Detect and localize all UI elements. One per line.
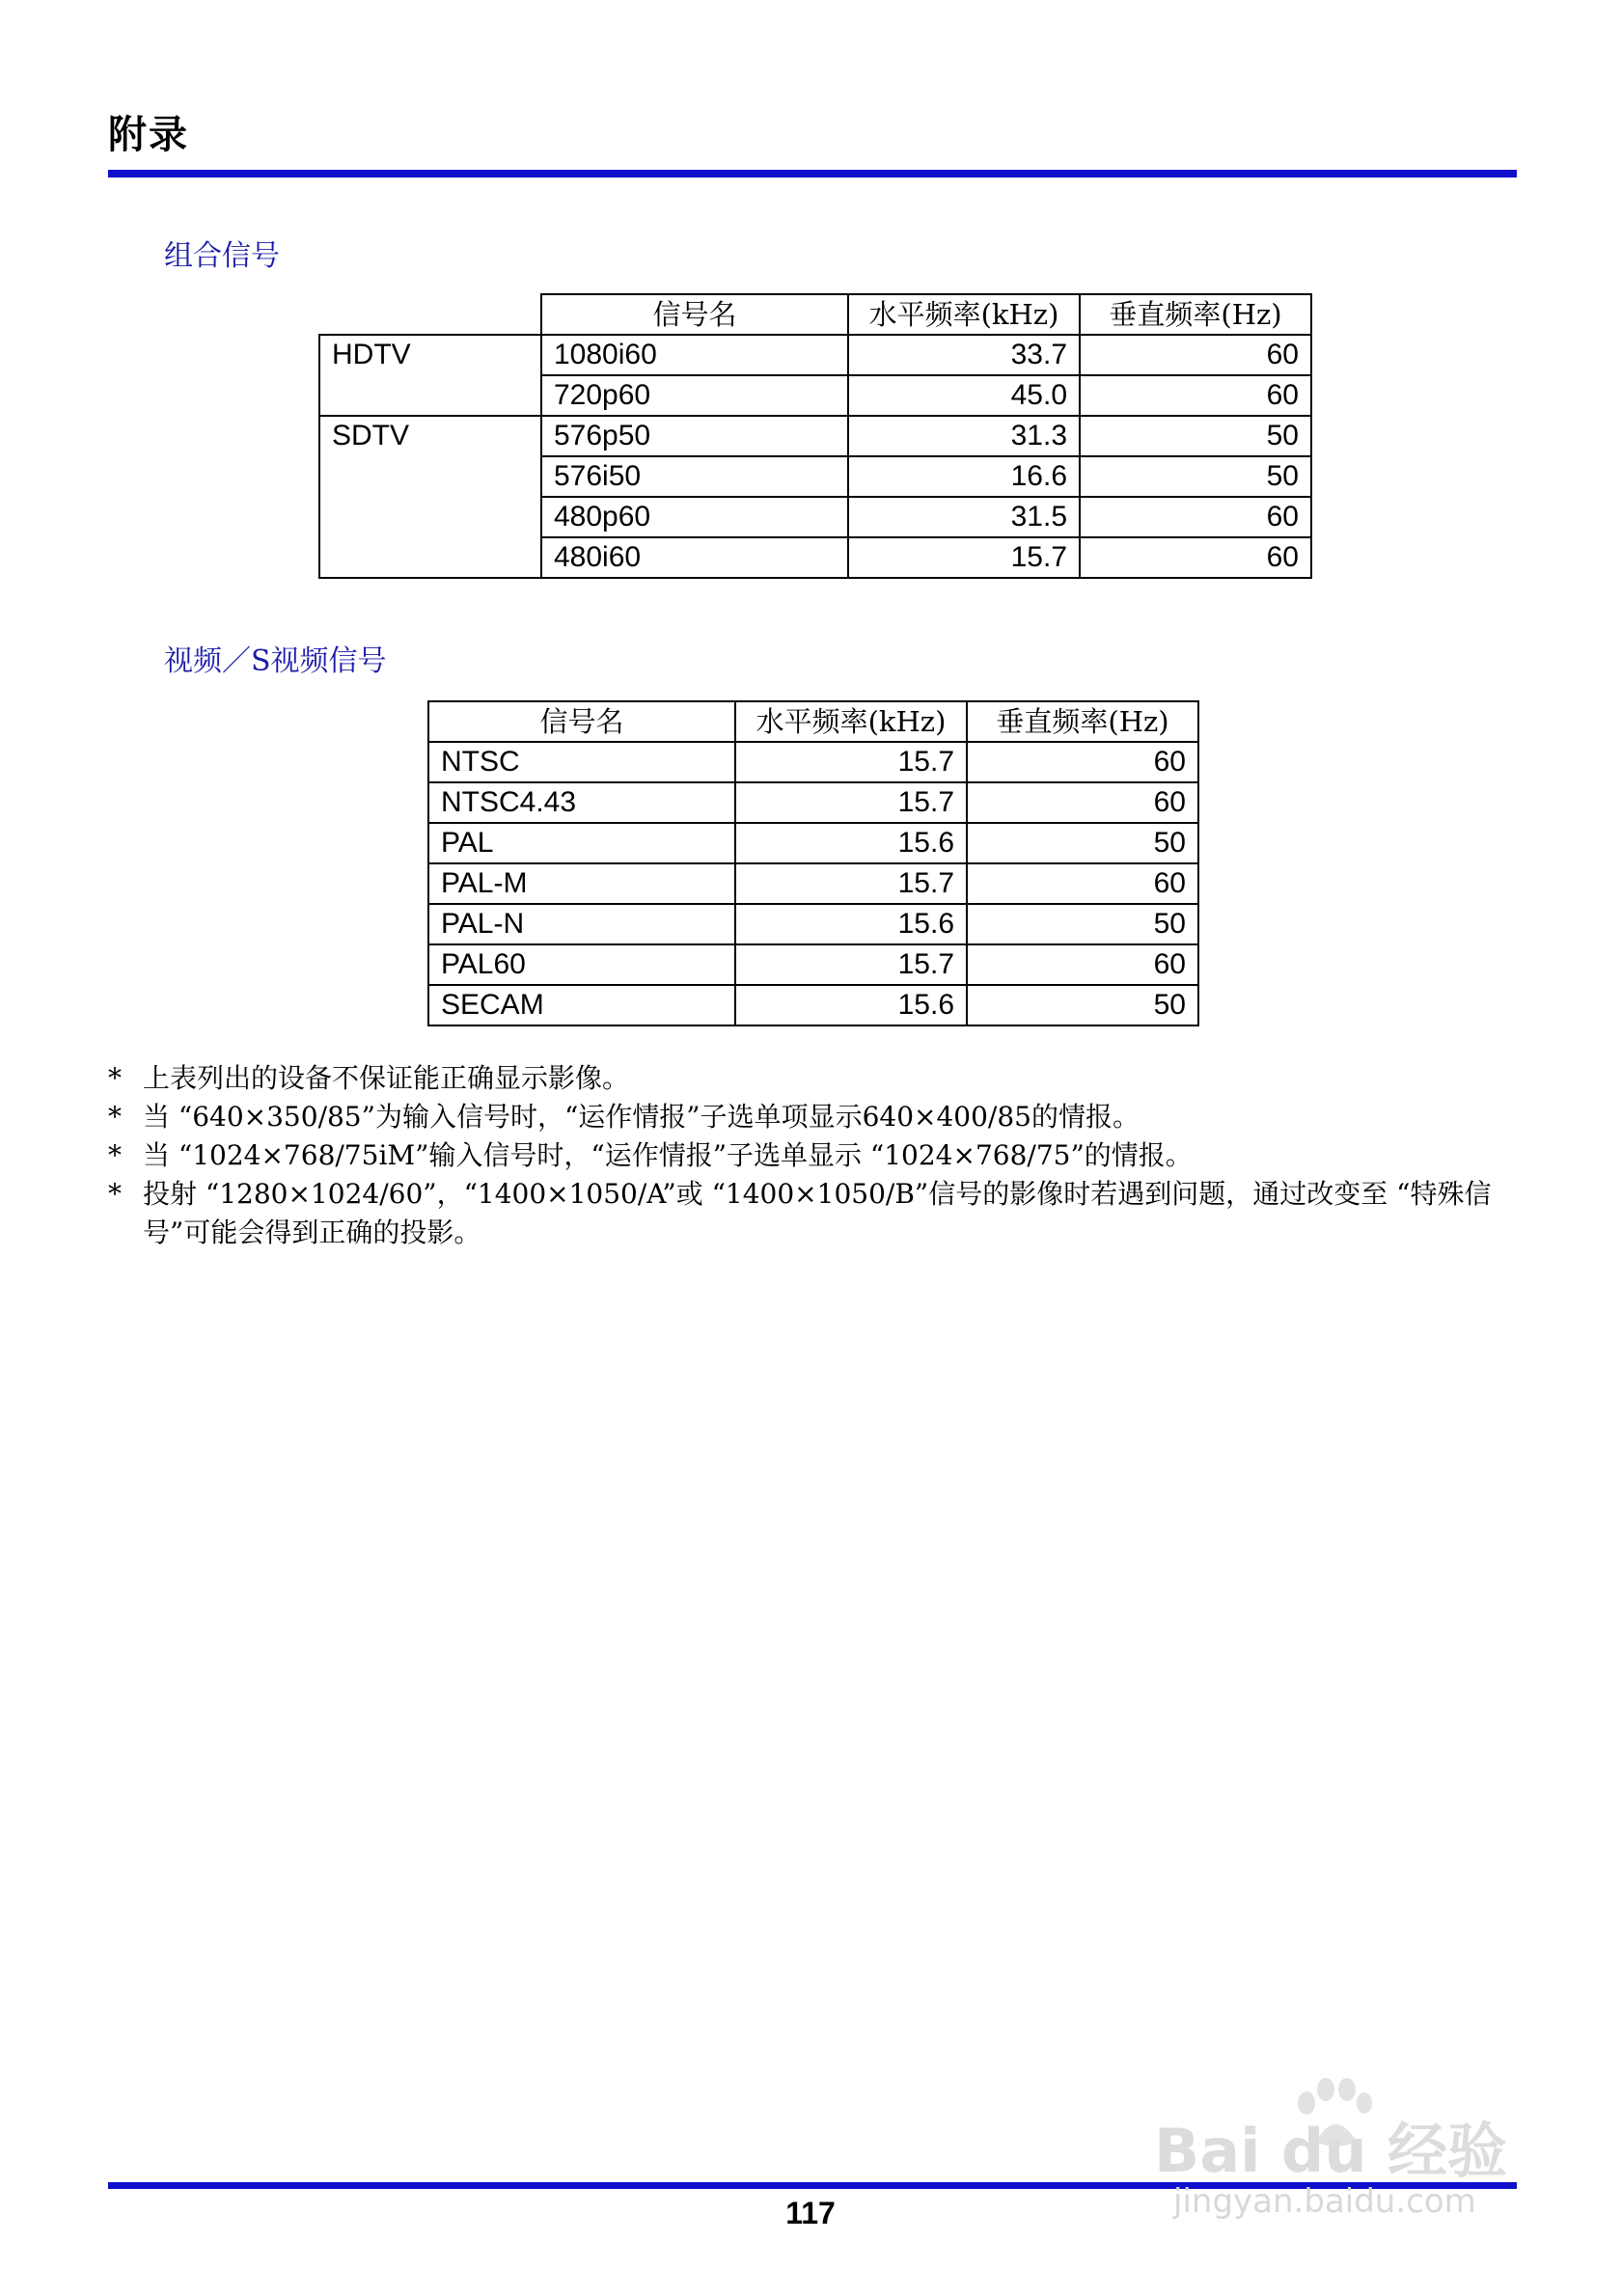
note-item: [108, 1098, 1526, 1136]
h-freq: 31.5: [848, 497, 1080, 537]
h-freq: 15.6: [735, 904, 967, 944]
page-title: 附录: [108, 113, 189, 157]
note-marker: *: [108, 1139, 122, 1171]
note-marker: *: [108, 1062, 122, 1094]
page-number: 117: [785, 2196, 836, 2230]
h-freq: 15.6: [735, 823, 967, 863]
v-freq: 50: [967, 985, 1198, 1025]
section-title-video: 视频／S视频信号: [164, 644, 387, 678]
signal-name: NTSC4.43: [428, 782, 735, 823]
column-header: 垂直频率(Hz): [1080, 294, 1311, 335]
table-row: [319, 416, 1311, 456]
signal-name: 480i60: [541, 537, 848, 578]
h-freq: 15.7: [735, 782, 967, 823]
signal-name: 576i50: [541, 456, 848, 497]
note-item: [108, 1175, 1526, 1252]
table-corner: [319, 294, 541, 335]
signal-name: 576p50: [541, 416, 848, 456]
table-row: [428, 823, 1198, 863]
group-label: SDTV: [319, 416, 541, 578]
signal-name: PAL60: [428, 944, 735, 985]
signal-name: PAL-N: [428, 904, 735, 944]
signal-name: 1080i60: [541, 335, 848, 375]
watermark-url: jingyan.baidu.com: [1173, 2182, 1476, 2221]
watermark-brand: Bai du 经验: [1154, 2116, 1508, 2186]
group-label: HDTV: [319, 335, 541, 416]
table-row: [428, 985, 1198, 1025]
v-freq: 60: [967, 863, 1198, 904]
notes-list: [108, 1059, 1526, 1252]
h-freq: 45.0: [848, 375, 1080, 416]
table-row: [428, 904, 1198, 944]
table-row: [428, 742, 1198, 782]
note-text: 当 “640×350/85”为输入信号时，“运作情报”子选单项显示640×400/85的情报。: [143, 1101, 1140, 1133]
signal-name: SECAM: [428, 985, 735, 1025]
h-freq: 16.6: [848, 456, 1080, 497]
component-signal-table: [318, 293, 1312, 579]
h-freq: 15.7: [735, 742, 967, 782]
note-marker: *: [108, 1178, 122, 1210]
h-freq: 15.6: [735, 985, 967, 1025]
h-freq: 15.7: [848, 537, 1080, 578]
signal-name: NTSC: [428, 742, 735, 782]
table-header-row: [319, 294, 1311, 335]
table-row: [428, 782, 1198, 823]
signal-name: 720p60: [541, 375, 848, 416]
column-header: 垂直频率(Hz): [967, 701, 1198, 742]
table-row: [428, 863, 1198, 904]
table-row: [319, 335, 1311, 375]
column-header: 水平频率(kHz): [848, 294, 1080, 335]
v-freq: 50: [967, 823, 1198, 863]
v-freq: 50: [1080, 416, 1311, 456]
column-header: 水平频率(kHz): [735, 701, 967, 742]
baidu-watermark: [1154, 2074, 1521, 2219]
note-marker: *: [108, 1101, 122, 1133]
note-item: [108, 1136, 1526, 1175]
table-header-row: [428, 701, 1198, 742]
section-title-component: 组合信号: [164, 239, 280, 273]
note-text: 上表列出的设备不保证能正确显示影像。: [143, 1062, 630, 1094]
note-text: 当 “1024×768/75iM”输入信号时，“运作情报”子选单显示 “1024×768/75”的情报。: [143, 1139, 1193, 1171]
column-header: 信号名: [428, 701, 735, 742]
h-freq: 31.3: [848, 416, 1080, 456]
signal-name: PAL: [428, 823, 735, 863]
v-freq: 50: [967, 904, 1198, 944]
header-rule: [108, 170, 1517, 178]
h-freq: 15.7: [735, 944, 967, 985]
v-freq: 60: [1080, 537, 1311, 578]
column-header: 信号名: [541, 294, 848, 335]
v-freq: 60: [1080, 375, 1311, 416]
h-freq: 15.7: [735, 863, 967, 904]
note-item: [108, 1059, 1526, 1098]
video-signal-table: [427, 700, 1199, 1026]
v-freq: 50: [1080, 456, 1311, 497]
note-text: 投射 “1280×1024/60”，“1400×1050/A”或 “1400×1050/B”信号的影像时若遇到问题，通过改变至 “特殊信号”可能会得到正确的投影。: [143, 1178, 1492, 1248]
v-freq: 60: [967, 944, 1198, 985]
signal-name: 480p60: [541, 497, 848, 537]
signal-name: PAL-M: [428, 863, 735, 904]
v-freq: 60: [1080, 497, 1311, 537]
v-freq: 60: [1080, 335, 1311, 375]
v-freq: 60: [967, 742, 1198, 782]
v-freq: 60: [967, 782, 1198, 823]
table-row: [428, 944, 1198, 985]
h-freq: 33.7: [848, 335, 1080, 375]
